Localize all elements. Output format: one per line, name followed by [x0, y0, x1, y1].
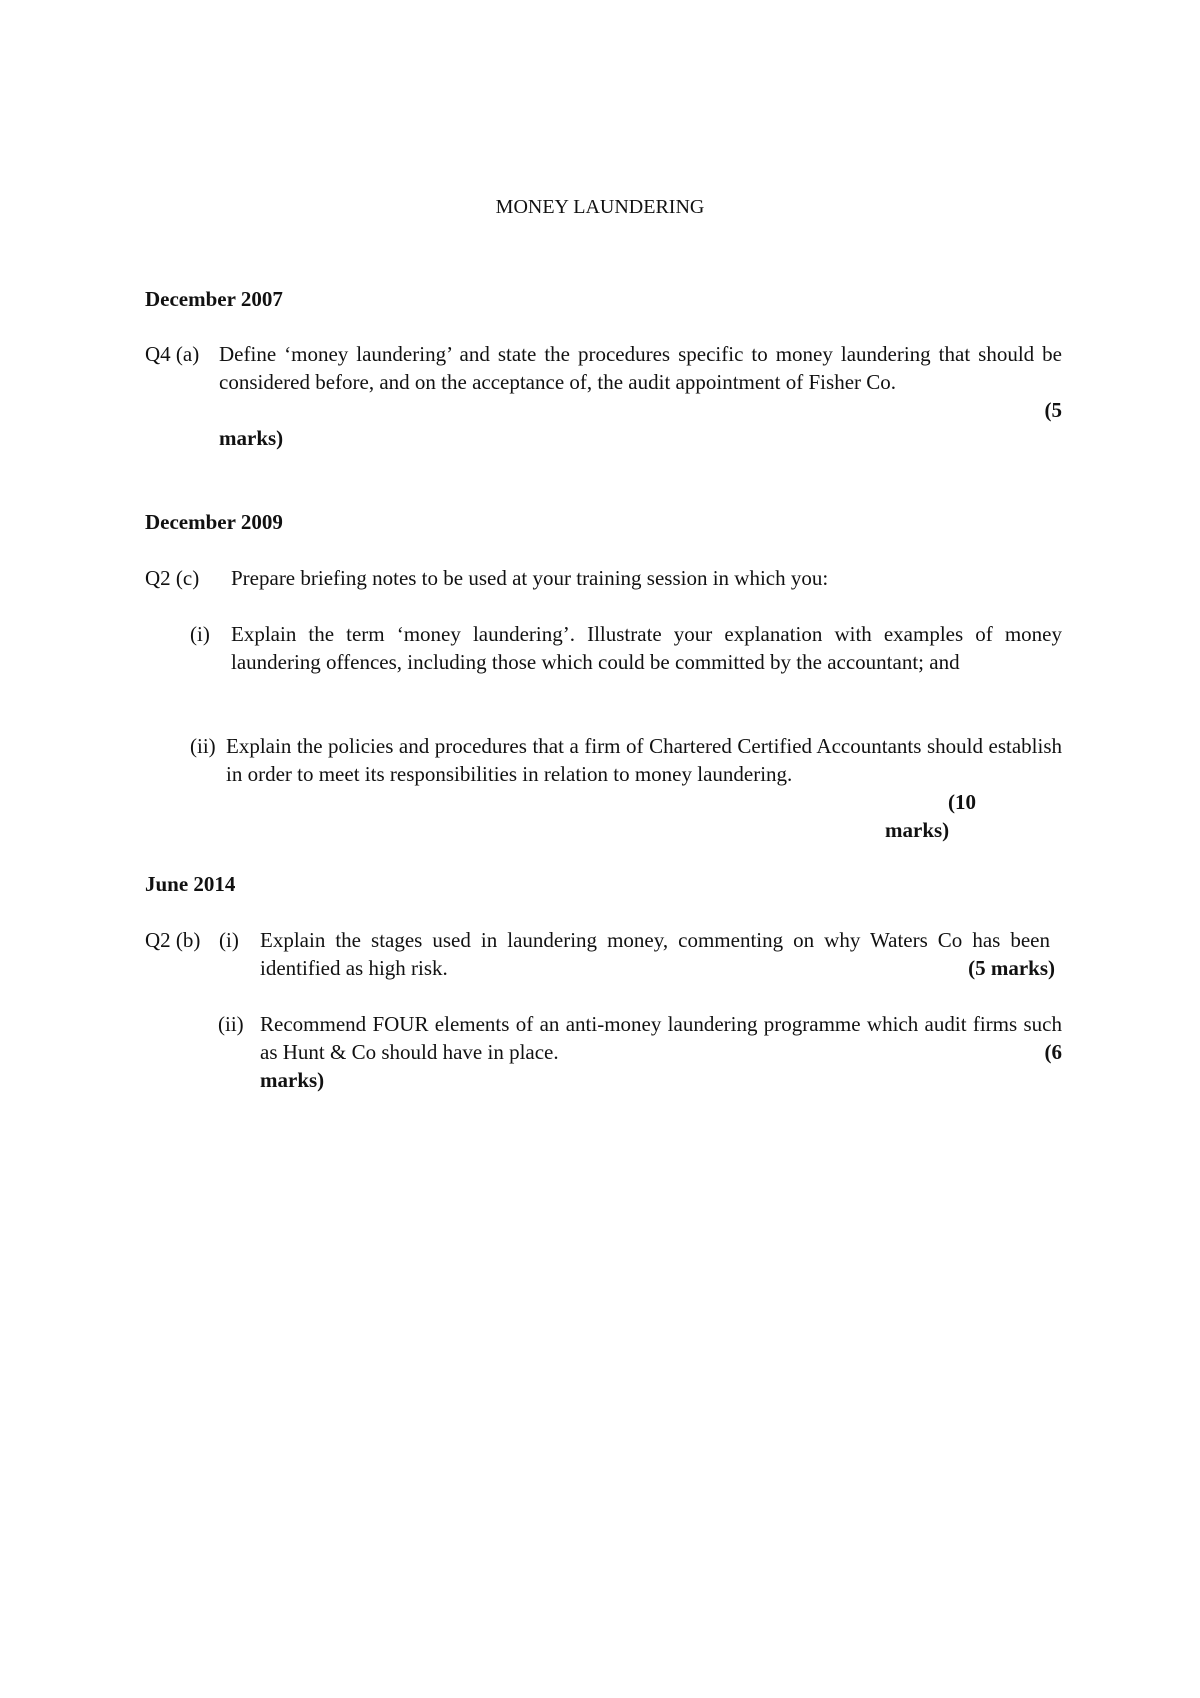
question-marks: (5 marks) [968, 956, 1055, 980]
question-text: Define ‘money laundering’ and state the procedures specific to money laundering that should be considered before, and on the acceptance of, the audit appointment of Fisher Co. [219, 342, 1062, 394]
question-label: Q4 (a) [145, 342, 200, 366]
part-text: Explain the policies and procedures that a firm of Chartered Certified Accountants should establish in order to meet its responsibilities in relation to money laundering. [226, 734, 1062, 786]
question-marks: (6 [1044, 1040, 1062, 1064]
section-heading: June 2014 [145, 872, 236, 896]
part-label: (ii) [218, 1012, 244, 1036]
part-text: Recommend FOUR elements of an anti-money laundering programme which audit firms such as Hunt & Co should have in place. [260, 1012, 1062, 1064]
part-text: Explain the term ‘money laundering’. Illustrate your explanation with examples of money laundering offences, including those which could be committed by the accountant; and [231, 622, 1062, 674]
question-label: Q2 (b) [145, 928, 201, 952]
part-label: (ii) [190, 734, 216, 758]
question-marks: marks) [260, 1068, 325, 1092]
question-marks: (5 [1044, 398, 1062, 422]
question-marks: marks) [219, 426, 284, 450]
question-text: Prepare briefing notes to be used at your training session in which you: [231, 566, 829, 590]
page-title: MONEY LAUNDERING [495, 196, 705, 218]
section-heading: December 2009 [145, 510, 283, 534]
question-label: Q2 (c) [145, 566, 200, 590]
part-text: Explain the stages used in laundering money, commenting on why Waters Co has been identified as high risk. [260, 928, 1050, 980]
section-heading: December 2007 [145, 287, 283, 311]
part-label: (i) [190, 622, 210, 646]
part-label: (i) [219, 928, 239, 952]
question-marks: marks) [885, 818, 950, 842]
question-marks: (10 [948, 790, 976, 814]
